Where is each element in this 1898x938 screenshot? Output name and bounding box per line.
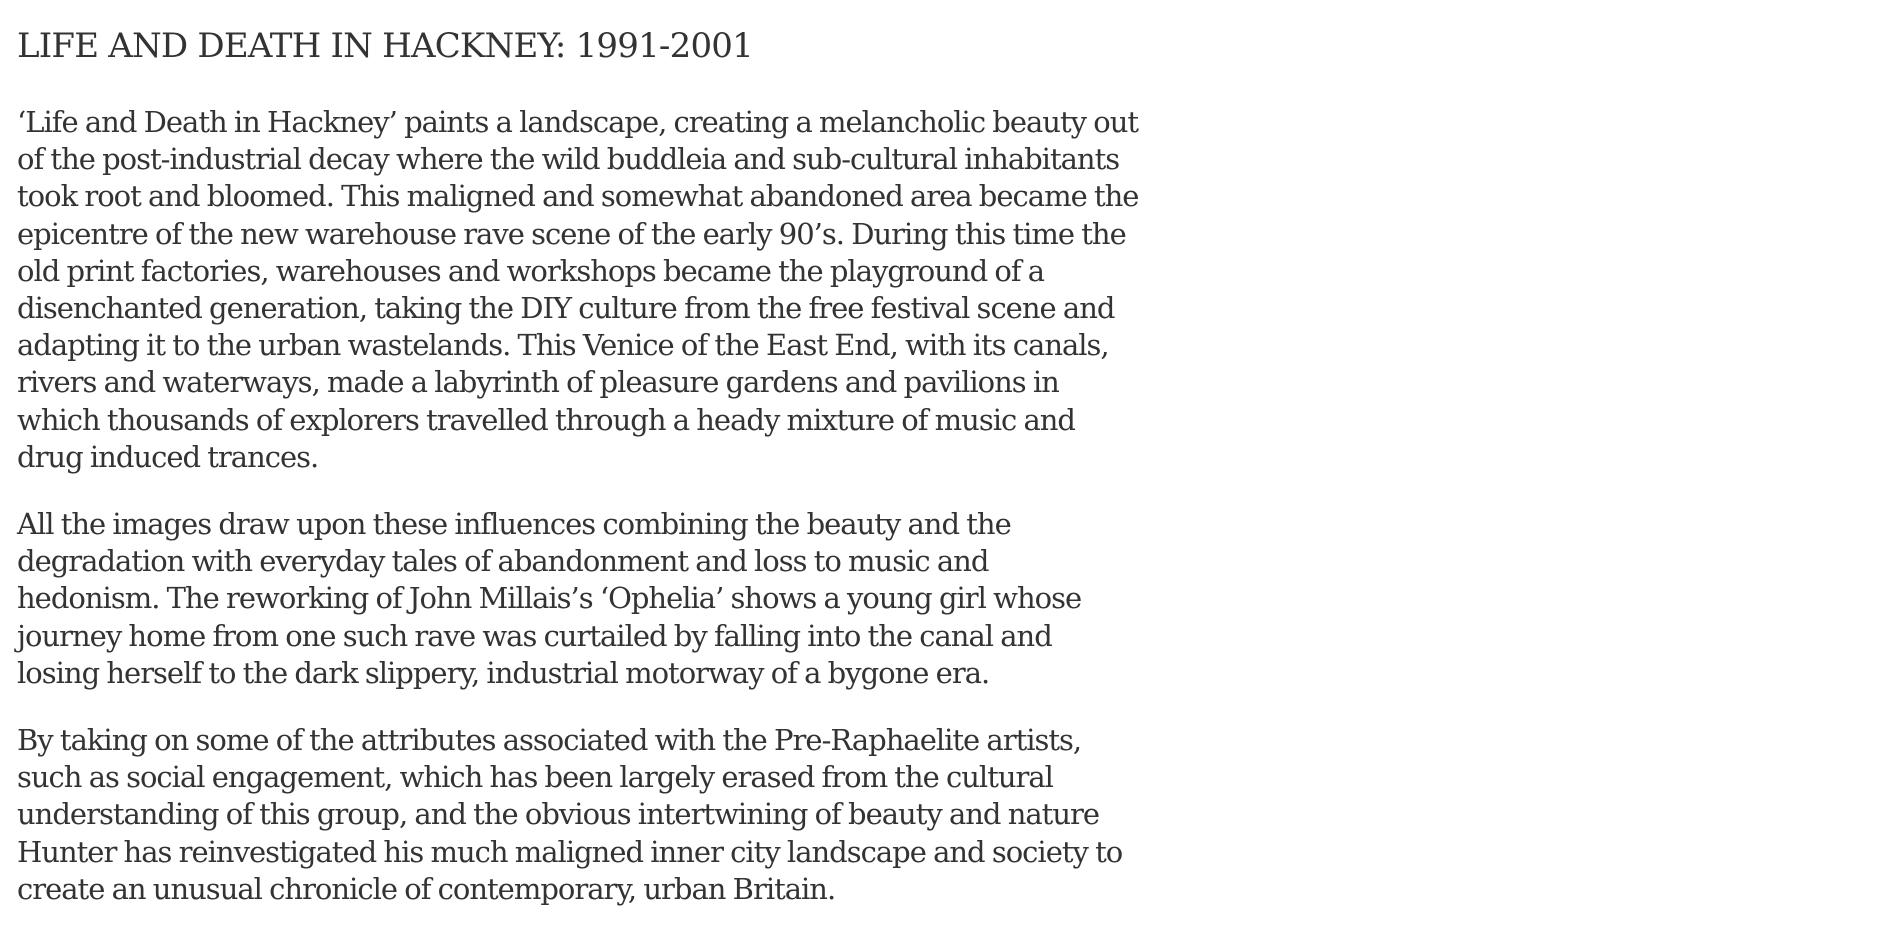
paragraph-3: [17, 722, 1317, 908]
paragraph-line: losing herself to the dark slippery, industrial motorway of a bygone era.: [17, 655, 990, 690]
paragraph-line: such as social engagement, which has been largely erased from the cultural: [17, 760, 1053, 795]
paragraph-line: of the post-industrial decay where the wild buddleia and sub-cultural inhabitants: [17, 142, 1120, 177]
paragraph-line: By taking on some of the attributes associated with the Pre-Raphaelite artists,: [17, 723, 1082, 758]
paragraph-line: drug induced trances.: [17, 439, 319, 474]
paragraph-line: understanding of this group, and the obvious intertwining of beauty and nature: [17, 797, 1100, 832]
paragraph-line: disenchanted generation, taking the DIY culture from the free festival scene and: [17, 291, 1115, 326]
paragraph-line: ‘Life and Death in Hackney’ paints a landscape, creating a melancholic beauty out: [17, 105, 1139, 139]
paragraph-2: [17, 506, 1317, 692]
page-title: LIFE AND DEATH IN HACKNEY: 1991-2001: [17, 26, 753, 66]
paragraph-line: which thousands of explorers travelled through a heady mixture of music and: [17, 402, 1075, 437]
paragraph-line: Hunter has reinvestigated his much maligned inner city landscape and society to: [17, 834, 1123, 869]
paragraph-line: took root and bloomed. This maligned and somewhat abandoned area became the: [17, 179, 1139, 214]
paragraph-line: All the images draw upon these influences combining the beauty and the: [17, 507, 1011, 542]
paragraph-line: adapting it to the urban wastelands. This Venice of the East End, with its canals,: [17, 328, 1109, 363]
paragraph-line: hedonism. The reworking of John Millais’s ‘Ophelia’ shows a young girl whose: [17, 581, 1082, 616]
paragraph-1: [17, 104, 1317, 476]
paragraph-line: degradation with everyday tales of abandonment and loss to music and: [17, 544, 989, 579]
paragraph-line: journey home from one such rave was curtailed by falling into the canal and: [17, 618, 1052, 653]
paragraph-line: rivers and waterways, made a labyrinth of pleasure gardens and pavilions in: [17, 365, 1059, 400]
paragraph-line: epicentre of the new warehouse rave scene of the early 90’s. During this time the: [17, 216, 1126, 251]
paragraph-line: create an unusual chronicle of contemporary, urban Britain.: [17, 871, 836, 906]
document-page: [17, 22, 1317, 938]
paragraph-line: old print factories, warehouses and workshops became the playground of a: [17, 253, 1045, 288]
